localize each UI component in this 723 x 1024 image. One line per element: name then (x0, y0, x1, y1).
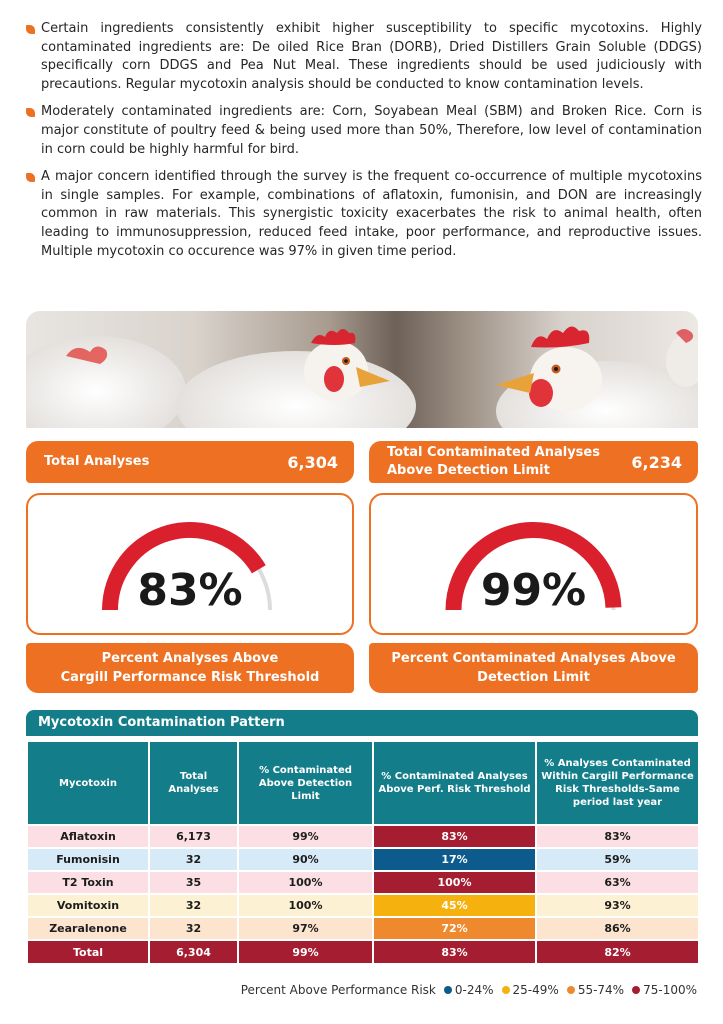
cell-above-perf: 17% (374, 849, 535, 870)
table-title: Mycotoxin Contamination Pattern (26, 710, 698, 736)
total-contaminated-bar (369, 441, 698, 483)
total-cell-mycotoxin: Total (28, 941, 148, 963)
col-header-above-detection: % Contaminated Above Detection Limit (239, 742, 372, 824)
table-total-row (28, 941, 698, 963)
cell-last-year: 63% (537, 872, 698, 893)
table-row (28, 872, 698, 893)
legend-label: 0-24% (454, 983, 494, 997)
legend-label: 75-100% (643, 983, 697, 997)
cell-above-detection: 100% (239, 872, 372, 893)
cell-above-perf: 45% (374, 895, 535, 916)
cell-above-detection: 100% (239, 895, 372, 916)
total-analyses-value: 6,304 (287, 452, 338, 472)
total-cell-above-detection: 99% (239, 941, 372, 963)
cell-above-detection: 97% (239, 918, 372, 939)
cell-mycotoxin: Vomitoxin (28, 895, 148, 916)
total-cell-above-perf: 83% (374, 941, 535, 963)
col-header-total: Total Analyses (150, 742, 237, 824)
legend-label: 55-74% (577, 983, 625, 997)
legend-item (567, 983, 624, 997)
table-header-row (28, 742, 698, 824)
bullet-icon (26, 173, 35, 182)
legend-item (502, 983, 559, 997)
cell-mycotoxin: T2 Toxin (28, 872, 148, 893)
cell-above-detection: 90% (239, 849, 372, 870)
cell-total: 35 (150, 872, 237, 893)
table-row (28, 918, 698, 939)
bullet-item: A major concern identified through the survey is the frequent co-occurrence of multiple mycotoxins in single samples. For example, combinations of aflatoxin, fumonisin, and DON are increasingly common in raw materials. This synergistic toxicity exacerbates the risk to animal health, often leading to immunosuppression, reduced feed intake, poor performance, and reproductive issues. Multiple mycotoxin co occurence was 97% in given time period. (26, 168, 702, 261)
gauge-card-right (369, 493, 698, 635)
risk-legend (241, 983, 697, 997)
cell-last-year: 83% (537, 826, 698, 847)
total-analyses-bar (26, 441, 354, 483)
bullet-icon (26, 108, 35, 117)
legend-label: 25-49% (512, 983, 559, 997)
legend-item (632, 983, 697, 997)
total-analyses-label: Total Analyses (44, 454, 150, 469)
cell-above-detection: 99% (239, 826, 372, 847)
col-header-mycotoxin: Mycotoxin (28, 742, 148, 824)
legend-dot-icon (502, 986, 510, 994)
gauge-left-percent: 83% (137, 565, 243, 616)
bullet-icon (26, 25, 35, 34)
caption-right: Percent Contaminated Analyses Above Detection Limit (369, 643, 698, 693)
caption-left: Percent Analyses Above Cargill Performance Risk Threshold (26, 643, 354, 693)
bullet-item: Certain ingredients consistently exhibit higher susceptibility to specific mycotoxins. Highly contaminated ingredients are: De oiled Rice Bran (DORB), Dried Distillers Grain Soluble (DDGS) specifically corn DDGS and Pea Nut Meal. These ingredients should be used judiciously with precautions. Regular mycotoxin analysis should be conducted to know contamination levels. (26, 20, 702, 94)
cell-last-year: 86% (537, 918, 698, 939)
cell-total: 6,173 (150, 826, 237, 847)
mycotoxin-table (26, 740, 700, 965)
gauge-card-left (26, 493, 354, 635)
table-row (28, 849, 698, 870)
total-contaminated-label: Total Contaminated Analyses Above Detection Limit (387, 445, 600, 478)
legend-item (444, 983, 494, 997)
legend-dot-icon (567, 986, 575, 994)
chicken-illustration (26, 311, 698, 428)
cell-total: 32 (150, 849, 237, 870)
cell-mycotoxin: Aflatoxin (28, 826, 148, 847)
cell-above-perf: 72% (374, 918, 535, 939)
cell-above-perf: 100% (374, 872, 535, 893)
total-cell-total: 6,304 (150, 941, 237, 963)
legend-dot-icon (444, 986, 452, 994)
table-row (28, 826, 698, 847)
col-header-last-year: % Analyses Contaminated Within Cargill Performance Risk Thresholds-Same period last year (537, 742, 698, 824)
chicken-photo (26, 311, 698, 428)
gauge-right-percent: 99% (480, 565, 587, 616)
cell-total: 32 (150, 918, 237, 939)
total-cell-last-year: 82% (537, 941, 698, 963)
table-row (28, 895, 698, 916)
col-header-above-perf: % Contaminated Analyses Above Perf. Risk Threshold (374, 742, 535, 824)
cell-above-perf: 83% (374, 826, 535, 847)
cell-last-year: 93% (537, 895, 698, 916)
legend-dot-icon (632, 986, 640, 994)
legend-title: Percent Above Performance Risk (240, 983, 436, 997)
bullet-item: Moderately contaminated ingredients are: Corn, Soyabean Meal (SBM) and Broken Rice. Corn is major constitute of poultry feed & being used more than 50%, Therefore, low level of contamination in corn could be highly harmful for bird. (26, 103, 702, 159)
cell-total: 32 (150, 895, 237, 916)
total-contaminated-value: 6,234 (631, 452, 682, 472)
cell-last-year: 59% (537, 849, 698, 870)
cell-mycotoxin: Fumonisin (28, 849, 148, 870)
bullet-list (26, 20, 702, 270)
cell-mycotoxin: Zearalenone (28, 918, 148, 939)
